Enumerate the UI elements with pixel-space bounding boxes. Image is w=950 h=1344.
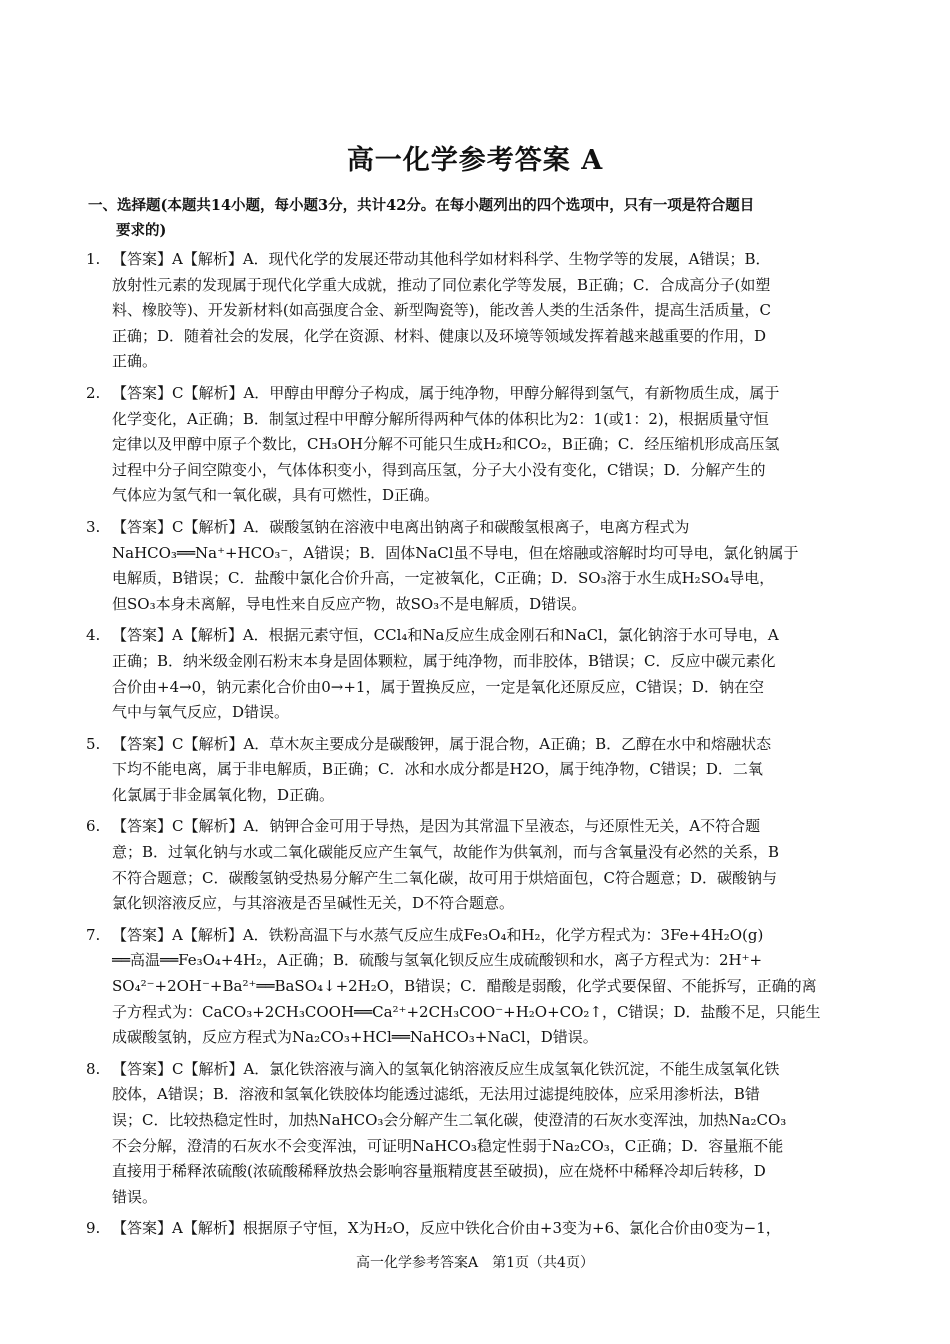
answer-line: 氯化钡溶液反应，与其溶液是否呈碱性无关，D不符合题意。 — [112, 894, 515, 913]
answer-line: 意；B．过氧化钠与水或二氧化碳能反应产生氧气，故能作为供氧剂，而与含氧量没有必然的关系，B — [112, 843, 780, 862]
answer-line: 化学变化，A正确；B．制氢过程中甲醇分解所得两种气体的体积比为2：1(或1：2)，根据质量守恒 — [112, 409, 769, 428]
answer-number: 2. — [86, 383, 101, 402]
answer-line: 正确。 — [112, 352, 158, 371]
answer-line: 合价由+4→0，钠元素化合价由0→+1，属于置换反应，一定是氧化还原反应，C错误；D．钠在空 — [112, 677, 764, 696]
section-heading — [88, 193, 878, 243]
answer-line: 正确；B．纳米级金刚石粉末本身是固体颗粒，属于纯净物，而非胶体，B错误；C．反应中碳元素化 — [112, 651, 776, 670]
answer-line: 【答案】C【解析】A．草木灰主要成分是碳酸钾，属于混合物，A正确；B．乙醇在水中和熔融状态 — [112, 734, 772, 753]
answer-line: 【答案】A【解析】A．现代化学的发展还带动其他科学如材料科学、生物学等的发展，A错误；B． — [112, 250, 771, 268]
section-heading-line1: 一、选择题(本题共14小题，每小题3分，共计42分。在每小题列出的四个选项中，只有一项是符合题目 — [88, 197, 755, 214]
answer-line: 成碳酸氢钠，反应方程式为Na₂CO₃+HCl══NaHCO₃+NaCl，D错误。 — [112, 1028, 598, 1047]
answer-list — [86, 247, 870, 1248]
answer-line: 气中与氧气反应，D错误。 — [112, 703, 290, 722]
answer-item — [86, 623, 870, 725]
answer-line: 【答案】C【解析】A．碳酸氢钠在溶液中电离出钠离子和碳酸氢根离子，电离方程式为 — [112, 517, 690, 536]
page-title: 高一化学参考答案 A — [346, 145, 604, 176]
answer-line: 但SO₃本身未离解，导电性来自反应产物，故SO₃不是电解质，D错误。 — [112, 594, 587, 613]
answer-line: 【答案】C【解析】A．甲醇由甲醇分子构成，属于纯净物，甲醇分解得到氢气，有新物质生成，属于 — [112, 383, 780, 402]
answer-line: 料、橡胶等)、开发新材料(如高强度合金、新型陶瓷等)，能改善人类的生活条件，提高生活质量，C — [112, 301, 772, 320]
answer-line: 误；C．比较热稳定性时，加热NaHCO₃会分解产生二氧化碳，使澄清的石灰水变浑浊，加热Na₂CO₃ — [112, 1111, 787, 1129]
answer-item — [86, 381, 870, 509]
answer-line: 定律以及甲醇中原子个数比，CH₃OH分解不可能只生成H₂和CO₂，B正确；C．经压缩机形成高压氢 — [112, 435, 780, 454]
answer-number: 3. — [86, 517, 101, 536]
answer-item — [86, 1216, 870, 1242]
answer-item — [86, 247, 870, 375]
answer-item — [86, 814, 870, 916]
answer-line: 子方程式为：CaCO₃+2CH₃COOH══Ca²⁺+2CH₃COO⁻+H₂O+CO₂↑，C错误；D．盐酸不足，只能生 — [112, 1002, 821, 1021]
answer-line: 胶体，A错误；B．溶液和氢氧化铁胶体均能透过滤纸，无法用过滤提纯胶体，应采用渗析法，B错 — [112, 1085, 760, 1104]
answer-line: NaHCO₃══Na⁺+HCO₃⁻，A错误；B．固体NaCl虽不导电，但在熔融或溶解时均可导电，氯化钠属于 — [112, 543, 799, 562]
answer-line: 不会分解，澄清的石灰水不会变浑浊，可证明NaHCO₃稳定性弱于Na₂CO₃，C正确；D．容量瓶不能 — [112, 1136, 784, 1155]
answer-item — [86, 923, 870, 1051]
answer-line: 化氯属于非金属氧化物，D正确。 — [112, 785, 335, 804]
answer-number: 9. — [86, 1219, 101, 1238]
answer-line: 【答案】A【解析】A．铁粉高温下与水蒸气反应生成Fe₃O₄和H₂，化学方程式为：3Fe+4H₂O(g) — [112, 925, 764, 944]
answer-line: 直接用于稀释浓硫酸(浓硫酸稀释放热会影响容量瓶精度甚至破损)，应在烧杯中稀释冷却后转移，D — [112, 1162, 766, 1181]
answer-line: 【答案】C【解析】A．氯化铁溶液与滴入的氢氧化钠溶液反应生成氢氧化铁沉淀，不能生成氢氧化铁 — [112, 1059, 780, 1078]
answer-line: 下均不能电离，属于非电解质，B正确；C．冰和水成分都是H2O，属于纯净物，C错误；D．二氧 — [112, 760, 763, 779]
page-footer: 高一化学参考答案A 第1页（共4页） — [356, 1255, 594, 1271]
answer-line: 错误。 — [112, 1187, 158, 1206]
answer-number: 6. — [86, 817, 101, 836]
answer-number: 1. — [86, 250, 101, 268]
answer-item — [86, 732, 870, 809]
answer-item — [86, 1057, 870, 1211]
answer-line: 不符合题意；C．碳酸氢钠受热易分解产生二氧化碳，故可用于烘焙面包，C符合题意；D．碳酸钠与 — [112, 868, 777, 887]
answer-number: 7. — [86, 925, 101, 944]
answer-number: 5. — [86, 734, 101, 753]
answer-line: 【答案】C【解析】A．钠钾合金可用于导热，是因为其常温下呈液态，与还原性无关，A不符合题 — [112, 817, 761, 836]
answer-line: 【答案】A【解析】根据原子守恒，X为H₂O，反应中铁化合价由+3变为+6、氯化合价由0变为−1， — [112, 1219, 781, 1238]
answer-line: SO₄²⁻+2OH⁻+Ba²⁺══BaSO₄↓+2H₂O，B错误；C．醋酸是弱酸，化学式要保留、不能拆写，正确的离 — [112, 977, 817, 996]
answer-number: 8. — [86, 1059, 101, 1078]
answer-number: 4. — [86, 626, 101, 645]
answer-line: 【答案】A【解析】A．根据元素守恒，CCl₄和Na反应生成金刚石和NaCl，氯化钠溶于水可导电，A — [112, 626, 779, 645]
answer-line: 正确；D．随着社会的发展，化学在资源、材料、健康以及环境等领域发挥着越来越重要的作用，D — [112, 326, 767, 345]
answer-line: 电解质，B错误；C．盐酸中氯化合价升高，一定被氧化，C正确；D．SO₃溶于水生成H₂SO₄导电， — [112, 569, 775, 588]
answer-line: 过程中分子间空隙变小，气体体积变小，得到高压氢，分子大小没有变化，C错误；D．分解产生的 — [112, 460, 766, 479]
section-heading-line2: 要求的) — [116, 222, 167, 239]
answer-item — [86, 515, 870, 617]
answer-line: 气体应为氢气和一氧化碳，具有可燃性，D正确。 — [112, 486, 440, 505]
answer-line: ══高温══Fe₃O₄+4H₂，A正确；B．硫酸与氢氧化钡反应生成硫酸钡和水，离子方程式为：2H⁺+ — [112, 951, 763, 970]
answer-line: 放射性元素的发现属于现代化学重大成就，推动了同位素化学等发展，B正确；C．合成高分子(如塑 — [112, 275, 771, 294]
